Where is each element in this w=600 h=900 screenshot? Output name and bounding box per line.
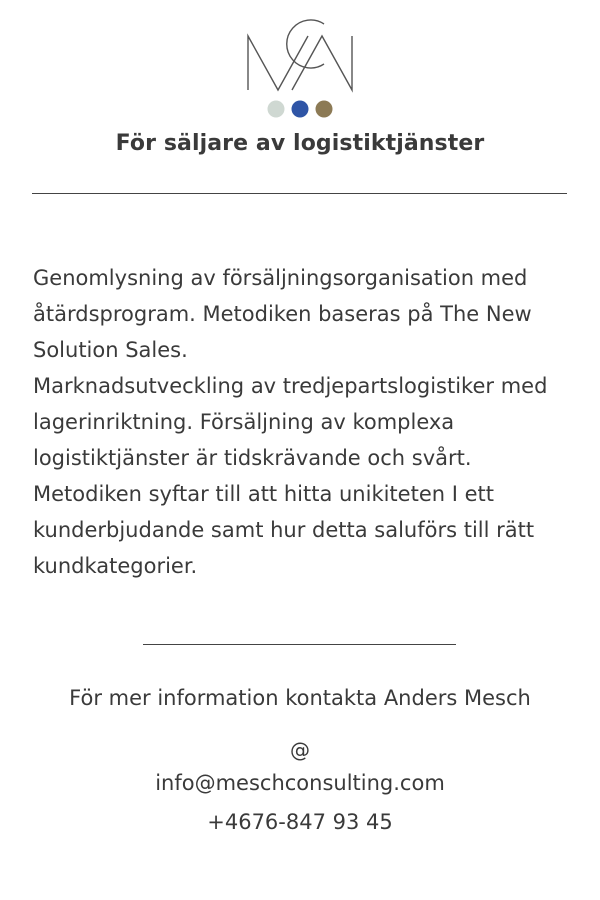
at-icon: @ <box>290 738 310 762</box>
logo <box>240 10 360 122</box>
monogram-icon <box>240 10 360 122</box>
description <box>33 260 568 584</box>
dot-gray <box>268 101 285 118</box>
description-paragraph-2: Marknadsutveckling av tredjepartslogistiker med lagerinriktning. Försäljning av komplexa logistiktjänster är tidskrävande och svårt. Metodiken syftar till att hitta unikiteten I ett kunderbjudande samt hur detta saluförs till rätt kundkategorier. <box>33 374 548 578</box>
description-paragraph-1: Genomlysning av försäljningsorganisation med åtärdsprogram. Metodiken baseras på The New Solution Sales. <box>33 266 532 362</box>
divider-top <box>32 193 567 194</box>
divider-middle <box>143 644 456 645</box>
page-title: För säljare av logistiktjänster <box>115 131 485 156</box>
email-link[interactable]: info@meschconsulting.com <box>155 771 445 795</box>
contact-intro: För mer information kontakta Anders Mesch <box>69 686 531 710</box>
phone-link[interactable]: +4676-847 93 45 <box>207 810 393 834</box>
dot-blue <box>292 101 309 118</box>
dot-brown <box>316 101 333 118</box>
